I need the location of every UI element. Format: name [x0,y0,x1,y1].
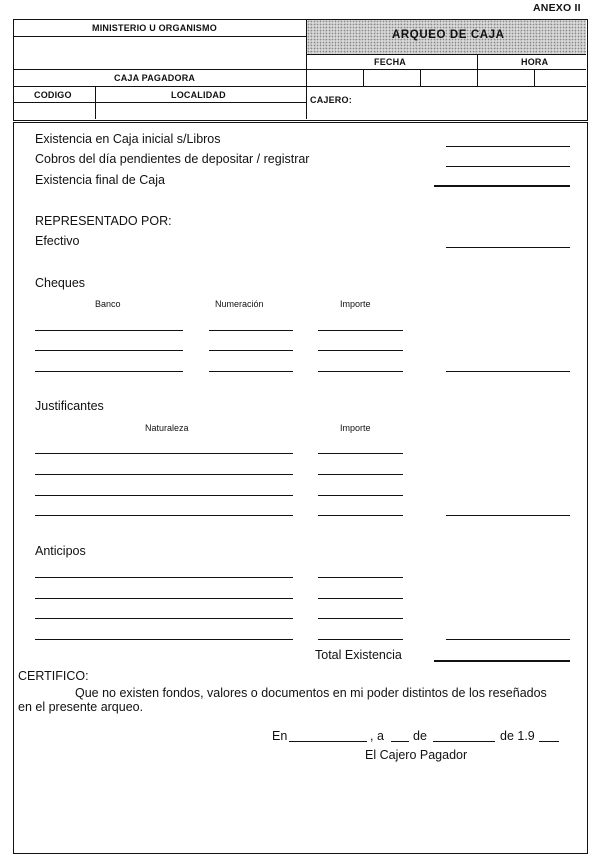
cajero-label: CAJERO: [310,95,352,105]
cobros-label: Cobros del día pendientes de depositar / registrar [35,152,310,166]
cheque-importe-field[interactable] [318,330,403,331]
anticipo-importe-field[interactable] [318,598,403,599]
certifico-heading: CERTIFICO: [18,669,89,683]
existencia-final-field[interactable] [434,185,570,187]
justificante-importe-field[interactable] [318,515,403,516]
certifico-text-line1: Que no existen fondos, valores o documentos en mi poder distintos de los reseñados [75,686,547,700]
hora-label: HORA [521,57,549,67]
place-field[interactable] [289,741,367,742]
year-field[interactable] [539,741,559,742]
justificante-importe-field[interactable] [318,453,403,454]
efectivo-field[interactable] [446,247,570,248]
col-importe-justificantes: Importe [340,423,371,433]
localidad-label: LOCALIDAD [171,90,226,100]
ministry-label: MINISTERIO U ORGANISMO [92,23,217,33]
anticipo-importe-field[interactable] [318,618,403,619]
existencia-inicial-label: Existencia en Caja inicial s/Libros [35,132,221,146]
anticipo-importe-field[interactable] [318,577,403,578]
cheques-total-field[interactable] [446,371,570,372]
existencia-inicial-field[interactable] [446,146,570,147]
cheque-importe-field[interactable] [318,350,403,351]
justificante-naturaleza-field[interactable] [35,515,293,516]
caja-pagadora-label: CAJA PAGADORA [114,73,196,83]
anticipo-field[interactable] [35,618,293,619]
month-field[interactable] [433,741,495,742]
form-title: ARQUEO DE CAJA [392,29,505,41]
anticipos-title: Anticipos [35,544,86,558]
existencia-final-label: Existencia final de Caja [35,173,165,187]
justificante-naturaleza-field[interactable] [35,495,293,496]
anticipo-importe-field[interactable] [318,639,403,640]
cheque-importe-field[interactable] [318,371,403,372]
justificante-importe-field[interactable] [318,495,403,496]
justificante-naturaleza-field[interactable] [35,474,293,475]
signature-a: , a [370,729,384,743]
anticipo-field[interactable] [35,577,293,578]
day-field[interactable] [391,741,409,742]
total-existencia-field[interactable] [434,660,570,662]
justificantes-title: Justificantes [35,399,104,413]
total-existencia-label: Total Existencia [315,648,402,662]
annex-label: ANEXO II [533,2,581,14]
col-naturaleza: Naturaleza [145,423,189,433]
justificantes-total-field[interactable] [446,515,570,516]
cheque-numeracion-field[interactable] [209,350,293,351]
cheque-numeracion-field[interactable] [209,330,293,331]
col-importe-cheques: Importe [340,299,371,309]
anticipo-field[interactable] [35,639,293,640]
anticipo-field[interactable] [35,598,293,599]
col-banco: Banco [95,299,121,309]
signer-label: El Cajero Pagador [365,748,468,762]
cheques-title: Cheques [35,276,86,290]
signature-de-year: de 1.9 [500,729,535,743]
cheque-numeracion-field[interactable] [209,371,293,372]
codigo-label: CODIGO [34,90,72,100]
signature-en: En [272,729,288,743]
fecha-label: FECHA [374,57,406,67]
certifico-text-line2: en el presente arqueo. [18,700,144,714]
efectivo-label: Efectivo [35,234,80,248]
signature-de: de [413,729,427,743]
representado-label: REPRESENTADO POR: [35,214,172,228]
justificante-importe-field[interactable] [318,474,403,475]
cheque-banco-field[interactable] [35,371,183,372]
body-box [13,122,588,854]
cheque-banco-field[interactable] [35,330,183,331]
col-numeracion: Numeración [215,299,264,309]
justificante-naturaleza-field[interactable] [35,453,293,454]
anticipos-total-field[interactable] [446,639,570,640]
cheque-banco-field[interactable] [35,350,183,351]
cobros-field[interactable] [446,166,570,167]
